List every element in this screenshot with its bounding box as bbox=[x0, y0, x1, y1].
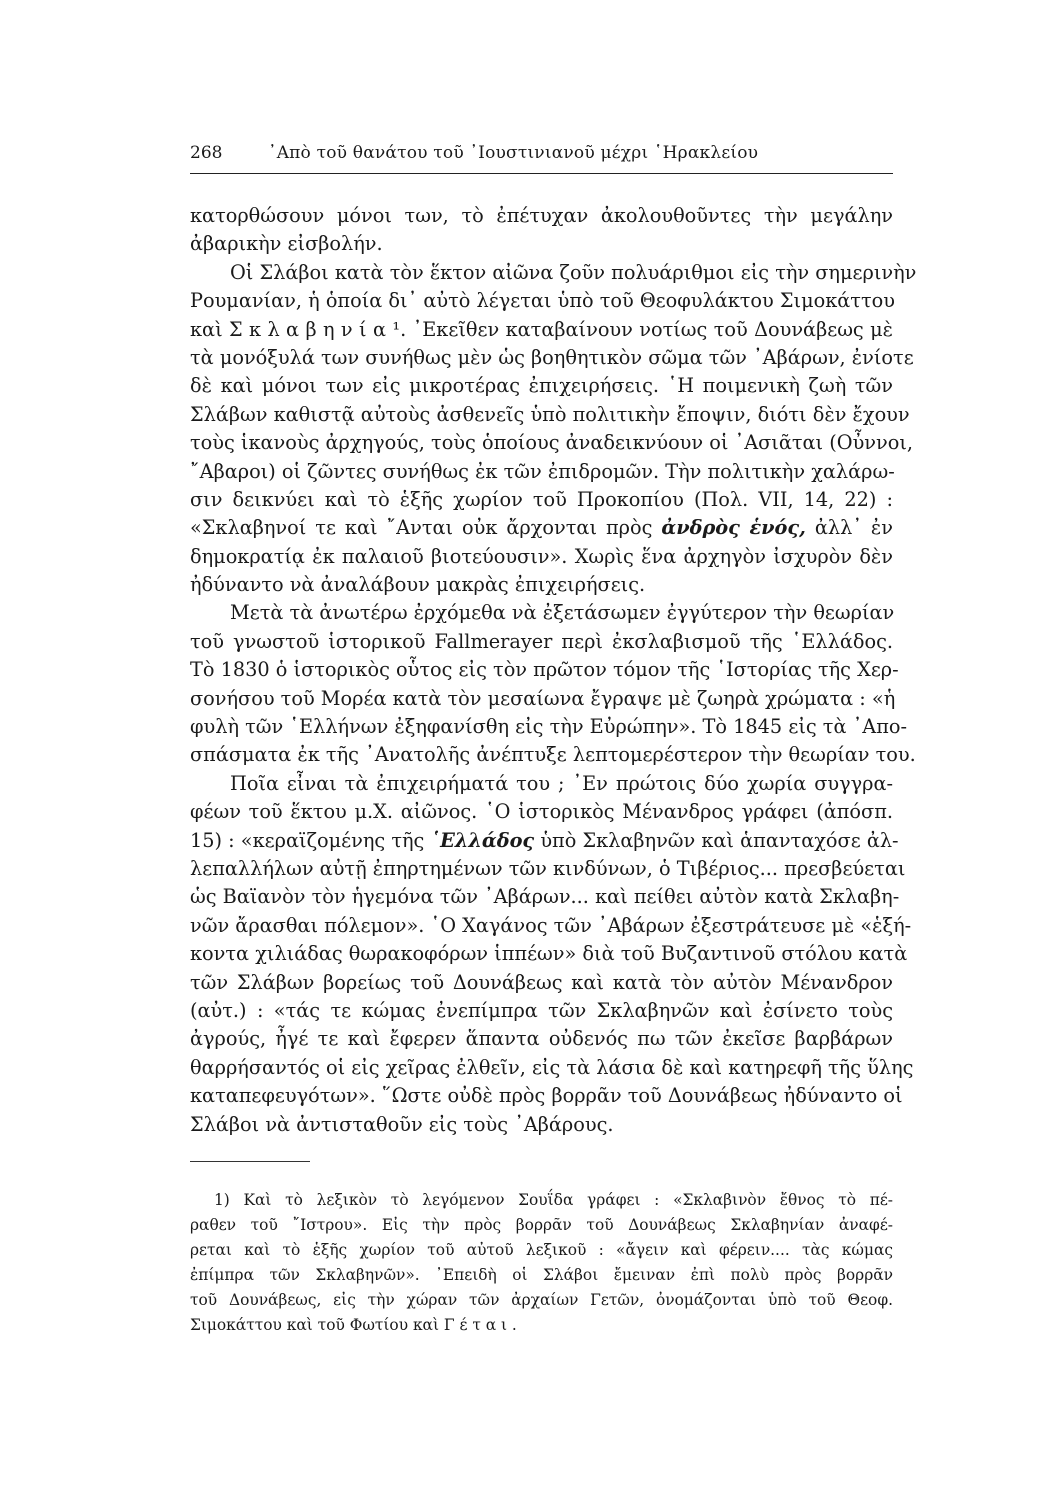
body-line bbox=[190, 344, 914, 372]
text-span: τοῦ Δουνάβεως, εἰς τὴν χώραν τῶν ἀρχαίων Γετῶν, ὀνομάζονται ὑπὸ τοῦ Θεοφ. bbox=[190, 1291, 893, 1309]
text-span: κατορθώσουν μόνοι των, τὸ ἐπέτυχαν ἀκολουθοῦντες τὴν μεγάλην bbox=[190, 204, 893, 227]
body-line bbox=[190, 912, 912, 940]
text-span: «Σκλαβηνοί τε καὶ ῎Ανται οὐκ ἄρχονται πρὸς bbox=[190, 516, 662, 540]
text-span: ὡς Βαϊανὸν τὸν ἡγεμόνα τῶν ᾿Αβάρων... καὶ πείθει αὐτὸν κατὰ Σκλαβη- bbox=[190, 885, 900, 909]
text-span: Σιμοκάττου καὶ τοῦ Φωτίου καὶ Γ έ τ α ι . bbox=[190, 1316, 517, 1334]
body-line bbox=[190, 1111, 893, 1139]
footnote-separator bbox=[190, 1161, 310, 1162]
body-line bbox=[190, 571, 893, 599]
text-span: Μετὰ τὰ ἀνωτέρω ἐρχόμεθα νὰ ἐξετάσωμεν ἐγγύτερον τὴν θεωρίαν bbox=[230, 601, 895, 625]
body-text bbox=[190, 202, 917, 1139]
body-line bbox=[190, 713, 907, 741]
body-line bbox=[190, 599, 893, 627]
body-line bbox=[190, 1054, 914, 1082]
header-rule bbox=[190, 173, 893, 174]
footnotes bbox=[190, 1188, 893, 1338]
body-line bbox=[190, 770, 893, 798]
emphasized-text: ῾Ελλάδος bbox=[430, 828, 535, 852]
body-line bbox=[190, 458, 893, 486]
body-line bbox=[190, 486, 893, 514]
text-span: ἠδύναντο νὰ ἀναλάβουν μακρὰς ἐπιχειρήσεις. bbox=[190, 573, 646, 597]
text-span: ραθεν τοῦ ῎Ιστρου». Εἰς τὴν πρὸς βορρᾶν τοῦ Δουνάβεως Σκλαβηνίαν ἀναφέ- bbox=[190, 1216, 893, 1234]
body-line bbox=[190, 628, 893, 656]
body-line bbox=[190, 855, 906, 883]
text-span: Τὸ 1830 ὁ ἱστορικὸς οὗτος εἰς τὸν πρῶτον τόμον τῆς ῾Ιστορίας τῆς Χερ- bbox=[190, 658, 899, 682]
footnote-line bbox=[190, 1238, 893, 1263]
text-span: Ποῖα εἶναι τὰ ἐπιχειρήματά του ; ᾿Εν πρώτοις δύο χωρία συγγρα- bbox=[230, 771, 893, 795]
text-span: δὲ καὶ μόνοι των εἰς μικροτέρας ἐπιχειρήσεις. ῾Η ποιμενικὴ ζωὴ τῶν bbox=[190, 374, 893, 398]
text-span: τοὺς ἱκανοὺς ἀρχηγούς, τοὺς ὁποίους ἀναδεικνύουν οἱ ᾿Ασιᾶται (Οὖννοι, bbox=[190, 431, 914, 455]
text-span: σονήσου τοῦ Μορέα κατὰ τὸν μεσαίωνα ἔγραψε μὲ ζωηρὰ χρώματα : «ἡ bbox=[190, 686, 896, 710]
text-span: σιν δεικνύει καὶ τὸ ἑξῆς χωρίον τοῦ Προκοπίου (Πολ. VII, 14, 22) : bbox=[190, 487, 893, 511]
text-span: Οἱ Σλάβοι κατὰ τὸν ἕκτον αἰῶνα ζοῦν πολυάριθμοι εἰς τὴν σημερινὴν bbox=[230, 260, 917, 284]
body-line bbox=[190, 372, 893, 400]
text-span: φυλὴ τῶν ῾Ελλήνων ἐξηφανίσθη εἰς τὴν Εὐρώπην». Τὸ 1845 εἰς τὰ ᾿Απο- bbox=[190, 715, 907, 739]
body-line bbox=[190, 316, 893, 344]
text-span: τὰ μονόξυλά των συνήθως μὲν ὡς βοηθητικὸν σῶμα τῶν ᾿Αβάρων, ἐνίοτε bbox=[190, 345, 914, 369]
body-line bbox=[190, 259, 917, 287]
page-number: 268 bbox=[190, 143, 223, 163]
text-span: νῶν ἄρασθαι πόλεμον». ῾Ο Χαγάνος τῶν ᾿Αβάρων ἐξεστράτευσε μὲ «ἑξή- bbox=[190, 913, 912, 937]
body-line bbox=[190, 1082, 903, 1110]
text-span: Σλάβοι νὰ ἀντισταθοῦν εἰς τοὺς ᾿Αβάρους. bbox=[190, 1112, 614, 1136]
emphasized-text: ἀνδρὸς ἑνός, bbox=[661, 516, 806, 540]
text-span: καὶ Σ κ λ α β η ν ί α ¹. ᾿Εκεῖθεν καταβαίνουν νοτίως τοῦ Δουνάβεως μὲ bbox=[190, 317, 893, 341]
body-line bbox=[190, 741, 916, 769]
text-span: κοντα χιλιάδας θωρακοφόρων ἱππέων» διὰ τοῦ Βυζαντινοῦ στόλου κατὰ bbox=[190, 942, 908, 966]
body-line bbox=[190, 798, 893, 826]
body-line bbox=[190, 230, 893, 258]
body-line bbox=[190, 429, 914, 457]
text-span: δημοκρατίᾳ ἐκ παλαιοῦ βιοτεύουσιν». Χωρὶς ἕνα ἀρχηγὸν ἰσχυρὸν δὲν bbox=[190, 544, 893, 568]
footnote-line bbox=[190, 1188, 893, 1213]
running-header bbox=[190, 141, 893, 167]
text-span: τοῦ γνωστοῦ ἱστορικοῦ Fallmerayer περὶ ἐκσλαβισμοῦ τῆς ῾Ελλάδος. bbox=[190, 629, 893, 653]
text-span: ῎Αβαροι) οἱ ζῶντες συνήθως ἐκ τῶν ἐπιδρομῶν. Τὴν πολιτικὴν χαλάρω- bbox=[190, 459, 895, 483]
text-span: (αὐτ.) : «τάς τε κώμας ἐνεπίμπρα τῶν Σκλαβηνῶν καὶ ἐσίνετο τοὺς bbox=[190, 998, 893, 1022]
body-line bbox=[190, 940, 908, 968]
text-span: Σλάβων καθιστᾷ αὐτοὺς ἀσθενεῖς ὑπὸ πολιτικὴν ἔποψιν, διότι δὲν ἔχουν bbox=[190, 402, 910, 426]
body-line bbox=[190, 656, 899, 684]
body-line bbox=[190, 287, 893, 315]
text-span: ἐπίμπρα τῶν Σκλαβηνῶν». ᾿Επειδὴ οἱ Σλάβοι ἔμειναν ἐπὶ πολὺ πρὸς βορρᾶν bbox=[190, 1266, 893, 1284]
text-span: 15) : «κεραϊζομένης τῆς bbox=[190, 828, 431, 852]
text-span: ρεται καὶ τὸ ἑξῆς χωρίον τοῦ αὐτοῦ λεξικοῦ : «ἄγειν καὶ φέρειν.... τὰς κώμας bbox=[190, 1241, 893, 1259]
text-span: φέων τοῦ ἕκτου μ.Χ. αἰῶνος. ῾Ο ἱστορικὸς Μένανδρος γράφει (ἀπόσπ. bbox=[190, 800, 893, 824]
body-line bbox=[190, 997, 893, 1025]
text-span: τῶν Σλάβων βορείως τοῦ Δουνάβεως καὶ κατὰ τὸν αὐτὸν Μένανδρον bbox=[190, 970, 893, 994]
text-span: ἀβαρικὴν εἰσβολήν. bbox=[190, 232, 383, 256]
running-title: ᾿Απὸ τοῦ θανάτου τοῦ ᾿Ιουστινιανοῦ μέχρι ῾Ηρακλείου bbox=[268, 143, 759, 163]
text-span: ὑπὸ Σκλαβηνῶν καὶ ἁπανταχόσε ἀλ- bbox=[534, 828, 899, 852]
body-line bbox=[190, 401, 910, 429]
footnote-line bbox=[190, 1213, 893, 1238]
text-span: ἀγρούς, ἦγέ τε καὶ ἔφερεν ἅπαντα οὐδενός πω τῶν ἐκεῖσε βαρβάρων bbox=[190, 1027, 893, 1051]
body-line bbox=[190, 543, 893, 571]
text-span: λεπαλλήλων αὐτῇ ἐπηρτημένων τῶν κινδύνων, ὁ Τιβέριος... πρεσβεύεται bbox=[190, 856, 906, 880]
body-line bbox=[190, 202, 893, 230]
body-line bbox=[190, 514, 893, 542]
body-line bbox=[190, 1025, 893, 1053]
text-span: θαρρήσαντός οἱ εἰς χεῖρας ἐλθεῖν, εἰς τὰ λάσια δὲ καὶ κατηρεφῆ τῆς ὕλης bbox=[190, 1055, 914, 1079]
body-line bbox=[190, 883, 900, 911]
body-line bbox=[190, 969, 893, 997]
text-span: Ρουμανίαν, ἡ ὁποία δι᾿ αὐτὸ λέγεται ὑπὸ τοῦ Θεοφυλάκτου Σιμοκάττου bbox=[190, 289, 895, 313]
footnote-line bbox=[190, 1313, 893, 1338]
body-line bbox=[190, 685, 896, 713]
text-span: 1) Καὶ τὸ λεξικὸν τὸ λεγόμενον Σουΐδα γράφει : «Σκλαβινὸν ἔθνος τὸ πέ- bbox=[214, 1191, 893, 1209]
footnote-line bbox=[190, 1288, 893, 1313]
text-span: ἀλλ᾿ ἐν bbox=[805, 516, 893, 540]
text-span: σπάσματα ἐκ τῆς ᾿Ανατολῆς ἀνέπτυξε λεπτομερέστερον τὴν θεωρίαν του. bbox=[190, 743, 916, 767]
body-line bbox=[190, 827, 899, 855]
text-span: καταπεφευγότων». ῞Ωστε οὐδὲ πρὸς βορρᾶν τοῦ Δουνάβεως ἠδύναντο οἱ bbox=[190, 1084, 903, 1108]
footnote-line bbox=[190, 1263, 893, 1288]
